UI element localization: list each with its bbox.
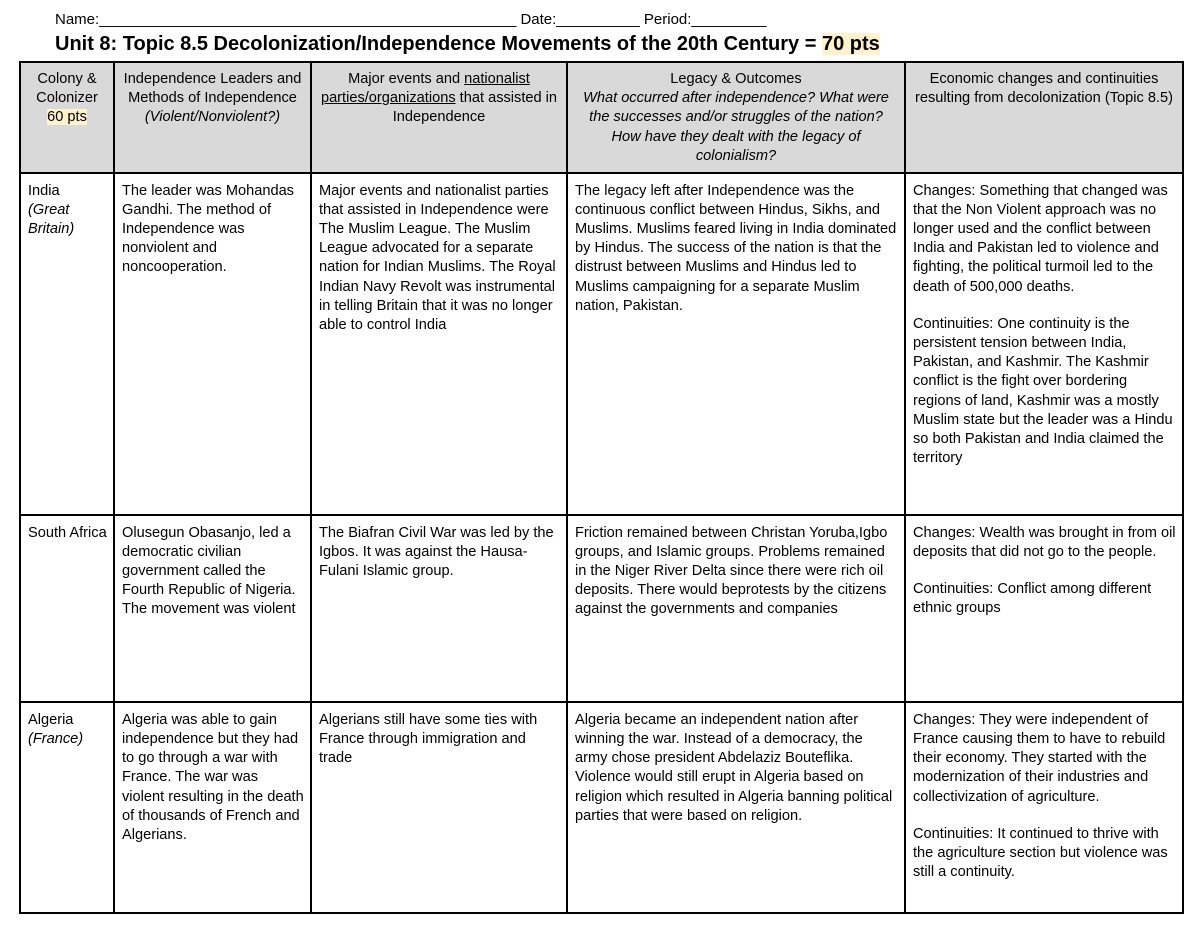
header-colonizer-label: Colonizer (36, 90, 98, 107)
header-colony-label: Colony & (37, 71, 97, 87)
cell-colony (20, 702, 114, 913)
cell-legacy: The legacy left after Independence was the continuous conflict between Hindus, Sikhs, and Muslims. Muslims feared living in India dominated by Hindus. The success of the nation is that the distrust between Muslims and Hindus led to Muslims campaigning for a separate Muslim nation, Pakistan. (567, 173, 905, 515)
cell-leaders: Algeria was able to gain independence but they had to go through a war with France. The war was violent resulting in the death of thousands of French and Algerians. (114, 702, 311, 913)
header-economic-changes (905, 62, 1183, 173)
colonizer-name: (Great Britain) (28, 201, 75, 238)
cell-events: The Biafran Civil War was led by the Igbos. It was against the Hausa-Fulani Islamic group. (311, 515, 567, 702)
colonizer-name: (France) (28, 730, 84, 747)
changes-text: Changes: Something that changed was that the Non Violent approach was no longer used and the conflict between India and Pakistan led to violence and fighting, the political turmoil led to the death of 500,000 deaths. (913, 182, 1168, 295)
header-points-highlight: 60 pts (47, 109, 87, 126)
header-economic-label: Economic changes and continuities resulting from decolonization (Topic 8.5) (915, 71, 1173, 107)
cell-colony (20, 173, 114, 515)
cell-economic (905, 515, 1183, 702)
title-text: Unit 8: Topic 8.5 Decolonization/Independence Movements of the 20th Century = (55, 33, 822, 55)
table-row (20, 702, 1183, 913)
title-points-highlight: 70 pts (821, 33, 880, 55)
header-legacy-label: Legacy & Outcomes (670, 71, 802, 87)
colony-name: India (28, 182, 60, 199)
continuities-text: Continuities: One continuity is the persistent tension between India, Pakistan, and Kashmir. The Kashmir conflict is the fight over bordering regions of land, Kashmir was a mostly Muslim state but the leader was a Hindu so both Pakistan and India claimed the territory (913, 315, 1173, 467)
colony-name: Algeria (28, 711, 74, 728)
colony-name: South Africa (28, 524, 107, 541)
table-row (20, 173, 1183, 515)
header-legacy-outcomes (567, 62, 905, 173)
cell-legacy: Friction remained between Christan Yoruba,Igbo groups, and Islamic groups. Problems remained in the Niger River Delta since there were rich oil deposits. There would beprotests by the citizens against the governments and companies (567, 515, 905, 702)
header-events-parties (311, 62, 567, 173)
cell-leaders: Olusegun Obasanjo, led a democratic civilian government called the Fourth Republic of Nigeria. The movement was violent (114, 515, 311, 702)
changes-text: Changes: Wealth was brought in from oil deposits that did not go to the people. (913, 524, 1176, 560)
continuities-text: Continuities: It continued to thrive with the agriculture section but violence was still a continuity. (913, 825, 1168, 881)
table-row (20, 515, 1183, 702)
header-legacy-sublabel: What occurred after independence? What were the successes and/or struggles of the nation? How have they dealt with the legacy of colonialism? (583, 90, 889, 164)
cell-legacy: Algeria became an independent nation after winning the war. Instead of a democracy, the army chose president Abdelaziz Bouteflika. Violence would still erupt in Algeria based on religion which resulted in Algeria banning political parties that were based on religion. (567, 702, 905, 913)
cell-economic (905, 702, 1183, 913)
decolonization-table (19, 61, 1184, 914)
header-events-label: Major events and (348, 71, 465, 87)
header-leaders-methods (114, 62, 311, 173)
cell-events: Major events and nationalist parties that assisted in Independence were The Muslim League. The Muslim League advocated for a separate nation for Indian Muslims. The Royal Indian Navy Revolt was instrumental in telling Britain that it was no longer able to control India (311, 173, 567, 515)
continuities-text: Continuities: Conflict among different ethnic groups (913, 581, 1152, 617)
changes-text: Changes: They were independent of France causing them to have to rebuild their economy. They started with the modernization of their industries and collectivization of agriculture. (913, 711, 1166, 805)
cell-events: Algerians still have some ties with France through immigration and trade (311, 702, 567, 913)
name-date-period-line: Name:__________________________________________________ Date:__________ Period:_________ (55, 11, 767, 28)
header-events-underlined: nationalist parties/organizations (320, 71, 530, 107)
header-colony-colonizer (20, 62, 114, 173)
header-leaders-label: Independence Leaders and Methods of Independence (123, 71, 302, 107)
cell-leaders: The leader was Mohandas Gandhi. The method of Independence was nonviolent and noncooperation. (114, 173, 311, 515)
header-leaders-sublabel: (Violent/Nonviolent?) (144, 109, 281, 126)
cell-colony (20, 515, 114, 702)
table-header-row (20, 62, 1183, 173)
header-events-label-end: that assisted in Independence (392, 90, 558, 126)
cell-economic (905, 173, 1183, 515)
page-title (55, 33, 880, 56)
